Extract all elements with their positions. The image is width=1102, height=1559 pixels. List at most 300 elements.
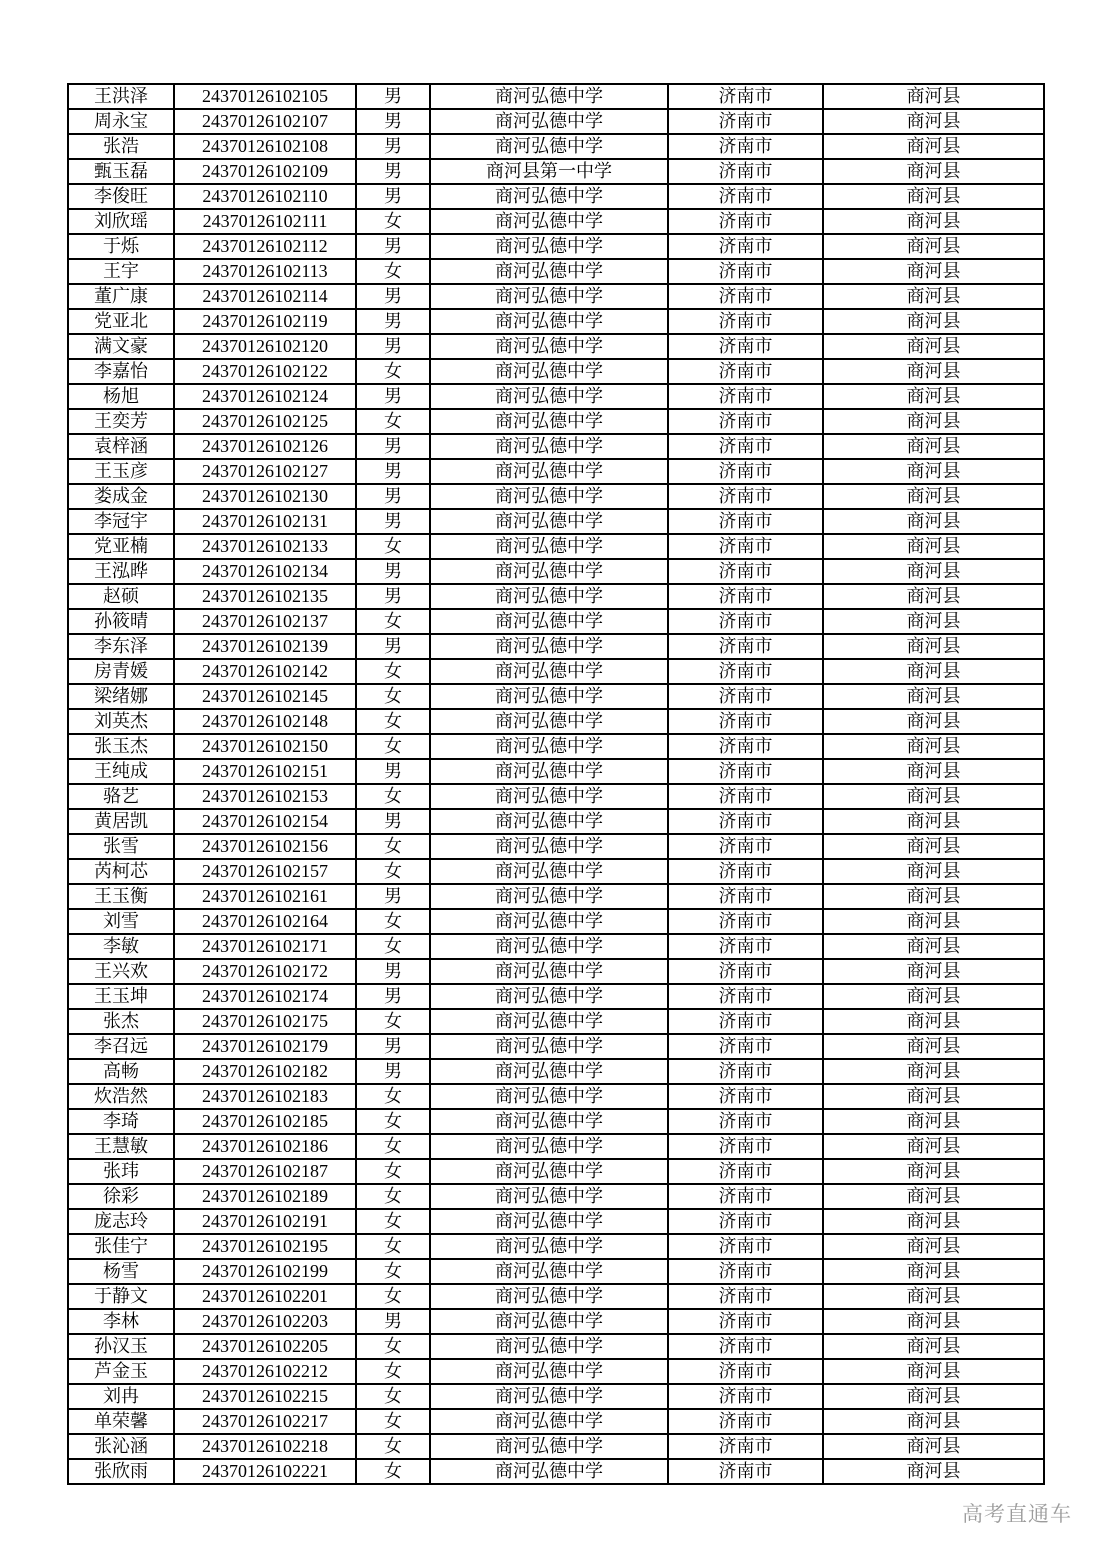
gender-cell: 男 (356, 134, 430, 159)
table-row (68, 159, 1044, 184)
name-cell: 王玉衡 (68, 884, 174, 909)
school-cell: 商河弘德中学 (430, 484, 668, 509)
exam-id-cell: 24370126102114 (174, 284, 356, 309)
county-cell: 商河县 (823, 834, 1044, 859)
city-cell: 济南市 (668, 759, 823, 784)
exam-id-cell: 24370126102151 (174, 759, 356, 784)
table-row (68, 1059, 1044, 1084)
school-cell: 商河弘德中学 (430, 259, 668, 284)
city-cell: 济南市 (668, 1184, 823, 1209)
table-row (68, 134, 1044, 159)
city-cell: 济南市 (668, 409, 823, 434)
school-cell: 商河县第一中学 (430, 159, 668, 184)
county-cell: 商河县 (823, 109, 1044, 134)
name-cell: 房青媛 (68, 659, 174, 684)
county-cell: 商河县 (823, 884, 1044, 909)
city-cell: 济南市 (668, 1084, 823, 1109)
city-cell: 济南市 (668, 834, 823, 859)
gender-cell: 女 (356, 1159, 430, 1184)
city-cell: 济南市 (668, 1384, 823, 1409)
gender-cell: 男 (356, 509, 430, 534)
school-cell: 商河弘德中学 (430, 1334, 668, 1359)
gender-cell: 女 (356, 834, 430, 859)
county-cell: 商河县 (823, 1059, 1044, 1084)
school-cell: 商河弘德中学 (430, 534, 668, 559)
table-row (68, 409, 1044, 434)
gender-cell: 男 (356, 759, 430, 784)
city-cell: 济南市 (668, 1359, 823, 1384)
exam-id-cell: 24370126102134 (174, 559, 356, 584)
name-cell: 王玉彦 (68, 459, 174, 484)
gender-cell: 女 (356, 259, 430, 284)
city-cell: 济南市 (668, 1234, 823, 1259)
name-cell: 刘冉 (68, 1384, 174, 1409)
gender-cell: 女 (356, 1409, 430, 1434)
school-cell: 商河弘德中学 (430, 659, 668, 684)
county-cell: 商河县 (823, 1409, 1044, 1434)
county-cell: 商河县 (823, 1234, 1044, 1259)
name-cell: 李林 (68, 1309, 174, 1334)
school-cell: 商河弘德中学 (430, 859, 668, 884)
county-cell: 商河县 (823, 434, 1044, 459)
table-row (68, 84, 1044, 109)
city-cell: 济南市 (668, 484, 823, 509)
city-cell: 济南市 (668, 434, 823, 459)
gender-cell: 女 (356, 684, 430, 709)
exam-id-cell: 24370126102105 (174, 84, 356, 109)
table-row (68, 359, 1044, 384)
exam-id-cell: 24370126102150 (174, 734, 356, 759)
gender-cell: 女 (356, 659, 430, 684)
school-cell: 商河弘德中学 (430, 609, 668, 634)
table-row (68, 934, 1044, 959)
school-cell: 商河弘德中学 (430, 134, 668, 159)
table-row (68, 734, 1044, 759)
school-cell: 商河弘德中学 (430, 834, 668, 859)
gender-cell: 男 (356, 584, 430, 609)
table-row (68, 809, 1044, 834)
county-cell: 商河县 (823, 1209, 1044, 1234)
city-cell: 济南市 (668, 1434, 823, 1459)
name-cell: 庞志玲 (68, 1209, 174, 1234)
city-cell: 济南市 (668, 1334, 823, 1359)
city-cell: 济南市 (668, 809, 823, 834)
school-cell: 商河弘德中学 (430, 434, 668, 459)
gender-cell: 女 (356, 909, 430, 934)
county-cell: 商河县 (823, 909, 1044, 934)
city-cell: 济南市 (668, 734, 823, 759)
school-cell: 商河弘德中学 (430, 559, 668, 584)
gender-cell: 女 (356, 1134, 430, 1159)
county-cell: 商河县 (823, 759, 1044, 784)
gender-cell: 女 (356, 209, 430, 234)
table-row (68, 484, 1044, 509)
gender-cell: 女 (356, 1209, 430, 1234)
table-row (68, 1384, 1044, 1409)
table-row (68, 609, 1044, 634)
table-row (68, 709, 1044, 734)
school-cell: 商河弘德中学 (430, 1359, 668, 1384)
table-row (68, 984, 1044, 1009)
name-cell: 刘雪 (68, 909, 174, 934)
table-row (68, 384, 1044, 409)
table-row (68, 1259, 1044, 1284)
city-cell: 济南市 (668, 584, 823, 609)
city-cell: 济南市 (668, 1159, 823, 1184)
name-cell: 甄玉磊 (68, 159, 174, 184)
county-cell: 商河县 (823, 459, 1044, 484)
school-cell: 商河弘德中学 (430, 109, 668, 134)
city-cell: 济南市 (668, 1009, 823, 1034)
name-cell: 李俊旺 (68, 184, 174, 209)
name-cell: 芦金玉 (68, 1359, 174, 1384)
gender-cell: 男 (356, 184, 430, 209)
exam-id-cell: 24370126102218 (174, 1434, 356, 1459)
table-row (68, 1084, 1044, 1109)
exam-id-cell: 24370126102125 (174, 409, 356, 434)
name-cell: 张玉杰 (68, 734, 174, 759)
school-cell: 商河弘德中学 (430, 1084, 668, 1109)
school-cell: 商河弘德中学 (430, 1459, 668, 1484)
county-cell: 商河县 (823, 959, 1044, 984)
school-cell: 商河弘德中学 (430, 684, 668, 709)
exam-id-cell: 24370126102156 (174, 834, 356, 859)
watermark-gaokao-zhitongche: 高考直通车 (962, 1503, 1072, 1526)
county-cell: 商河县 (823, 409, 1044, 434)
table-row (68, 1309, 1044, 1334)
name-cell: 王兴欢 (68, 959, 174, 984)
gender-cell: 男 (356, 809, 430, 834)
exam-id-cell: 24370126102187 (174, 1159, 356, 1184)
exam-id-cell: 24370126102182 (174, 1059, 356, 1084)
city-cell: 济南市 (668, 984, 823, 1009)
name-cell: 高畅 (68, 1059, 174, 1084)
name-cell: 王宇 (68, 259, 174, 284)
exam-id-cell: 24370126102111 (174, 209, 356, 234)
table-row (68, 284, 1044, 309)
school-cell: 商河弘德中学 (430, 459, 668, 484)
gender-cell: 女 (356, 534, 430, 559)
table-row (68, 834, 1044, 859)
city-cell: 济南市 (668, 334, 823, 359)
table-row (68, 534, 1044, 559)
school-cell: 商河弘德中学 (430, 1234, 668, 1259)
exam-id-cell: 24370126102148 (174, 709, 356, 734)
county-cell: 商河县 (823, 534, 1044, 559)
county-cell: 商河县 (823, 584, 1044, 609)
exam-id-cell: 24370126102217 (174, 1409, 356, 1434)
city-cell: 济南市 (668, 1134, 823, 1159)
city-cell: 济南市 (668, 1284, 823, 1309)
gender-cell: 女 (356, 1434, 430, 1459)
table-row (68, 1359, 1044, 1384)
name-cell: 孙汉玉 (68, 1334, 174, 1359)
name-cell: 李嘉怡 (68, 359, 174, 384)
table-row (68, 1334, 1044, 1359)
city-cell: 济南市 (668, 909, 823, 934)
exam-id-cell: 24370126102119 (174, 309, 356, 334)
name-cell: 党亚北 (68, 309, 174, 334)
city-cell: 济南市 (668, 134, 823, 159)
gender-cell: 男 (356, 384, 430, 409)
name-cell: 骆艺 (68, 784, 174, 809)
name-cell: 炊浩然 (68, 1084, 174, 1109)
exam-id-cell: 24370126102215 (174, 1384, 356, 1409)
school-cell: 商河弘德中学 (430, 1259, 668, 1284)
name-cell: 王洪泽 (68, 84, 174, 109)
city-cell: 济南市 (668, 234, 823, 259)
county-cell: 商河县 (823, 284, 1044, 309)
county-cell: 商河县 (823, 559, 1044, 584)
table-row (68, 1284, 1044, 1309)
school-cell: 商河弘德中学 (430, 1034, 668, 1059)
gender-cell: 男 (356, 959, 430, 984)
table-row (68, 1459, 1044, 1484)
school-cell: 商河弘德中学 (430, 709, 668, 734)
gender-cell: 男 (356, 1309, 430, 1334)
exam-id-cell: 24370126102212 (174, 1359, 356, 1384)
city-cell: 济南市 (668, 109, 823, 134)
table-row (68, 1234, 1044, 1259)
city-cell: 济南市 (668, 659, 823, 684)
gender-cell: 女 (356, 1109, 430, 1134)
county-cell: 商河县 (823, 484, 1044, 509)
gender-cell: 女 (356, 1459, 430, 1484)
school-cell: 商河弘德中学 (430, 1184, 668, 1209)
county-cell: 商河县 (823, 184, 1044, 209)
exam-id-cell: 24370126102199 (174, 1259, 356, 1284)
exam-id-cell: 24370126102185 (174, 1109, 356, 1134)
name-cell: 赵硕 (68, 584, 174, 609)
county-cell: 商河县 (823, 1084, 1044, 1109)
exam-id-cell: 24370126102107 (174, 109, 356, 134)
gender-cell: 女 (356, 734, 430, 759)
name-cell: 李敏 (68, 934, 174, 959)
exam-id-cell: 24370126102157 (174, 859, 356, 884)
table-row (68, 659, 1044, 684)
name-cell: 王奕芳 (68, 409, 174, 434)
school-cell: 商河弘德中学 (430, 284, 668, 309)
gender-cell: 女 (356, 709, 430, 734)
exam-id-cell: 24370126102137 (174, 609, 356, 634)
exam-id-cell: 24370126102113 (174, 259, 356, 284)
exam-id-cell: 24370126102179 (174, 1034, 356, 1059)
county-cell: 商河县 (823, 1009, 1044, 1034)
city-cell: 济南市 (668, 784, 823, 809)
exam-id-cell: 24370126102142 (174, 659, 356, 684)
gender-cell: 男 (356, 1059, 430, 1084)
table-row (68, 1134, 1044, 1159)
county-cell: 商河县 (823, 659, 1044, 684)
exam-id-cell: 24370126102221 (174, 1459, 356, 1484)
table-row (68, 559, 1044, 584)
city-cell: 济南市 (668, 1459, 823, 1484)
city-cell: 济南市 (668, 559, 823, 584)
gender-cell: 男 (356, 159, 430, 184)
table-row (68, 634, 1044, 659)
name-cell: 于静文 (68, 1284, 174, 1309)
exam-id-cell: 24370126102205 (174, 1334, 356, 1359)
name-cell: 徐彩 (68, 1184, 174, 1209)
city-cell: 济南市 (668, 609, 823, 634)
exam-id-cell: 24370126102153 (174, 784, 356, 809)
school-cell: 商河弘德中学 (430, 184, 668, 209)
table-row (68, 1109, 1044, 1134)
school-cell: 商河弘德中学 (430, 1284, 668, 1309)
name-cell: 董广康 (68, 284, 174, 309)
school-cell: 商河弘德中学 (430, 234, 668, 259)
exam-id-cell: 24370126102130 (174, 484, 356, 509)
county-cell: 商河县 (823, 1334, 1044, 1359)
county-cell: 商河县 (823, 84, 1044, 109)
city-cell: 济南市 (668, 684, 823, 709)
exam-id-cell: 24370126102189 (174, 1184, 356, 1209)
gender-cell: 女 (356, 409, 430, 434)
city-cell: 济南市 (668, 209, 823, 234)
table-row (68, 1034, 1044, 1059)
city-cell: 济南市 (668, 959, 823, 984)
city-cell: 济南市 (668, 359, 823, 384)
city-cell: 济南市 (668, 159, 823, 184)
county-cell: 商河县 (823, 134, 1044, 159)
exam-id-cell: 24370126102112 (174, 234, 356, 259)
county-cell: 商河县 (823, 634, 1044, 659)
school-cell: 商河弘德中学 (430, 84, 668, 109)
gender-cell: 女 (356, 1009, 430, 1034)
school-cell: 商河弘德中学 (430, 384, 668, 409)
city-cell: 济南市 (668, 1309, 823, 1334)
school-cell: 商河弘德中学 (430, 934, 668, 959)
county-cell: 商河县 (823, 1109, 1044, 1134)
name-cell: 周永宝 (68, 109, 174, 134)
table-row (68, 884, 1044, 909)
gender-cell: 男 (356, 1034, 430, 1059)
gender-cell: 男 (356, 484, 430, 509)
table-row (68, 1209, 1044, 1234)
exam-id-cell: 24370126102133 (174, 534, 356, 559)
name-cell: 王纯成 (68, 759, 174, 784)
name-cell: 杨雪 (68, 1259, 174, 1284)
table-row (68, 309, 1044, 334)
gender-cell: 女 (356, 359, 430, 384)
county-cell: 商河县 (823, 1434, 1044, 1459)
county-cell: 商河县 (823, 784, 1044, 809)
name-cell: 单荣馨 (68, 1409, 174, 1434)
exam-id-cell: 24370126102186 (174, 1134, 356, 1159)
gender-cell: 女 (356, 1359, 430, 1384)
county-cell: 商河县 (823, 1159, 1044, 1184)
exam-id-cell: 24370126102203 (174, 1309, 356, 1334)
county-cell: 商河县 (823, 1034, 1044, 1059)
table-row (68, 1159, 1044, 1184)
name-cell: 杨旭 (68, 384, 174, 409)
school-cell: 商河弘德中学 (430, 334, 668, 359)
table-row (68, 1184, 1044, 1209)
gender-cell: 女 (356, 1184, 430, 1209)
exam-id-cell: 24370126102154 (174, 809, 356, 834)
exam-id-cell: 24370126102195 (174, 1234, 356, 1259)
school-cell: 商河弘德中学 (430, 884, 668, 909)
exam-id-cell: 24370126102109 (174, 159, 356, 184)
exam-id-cell: 24370126102120 (174, 334, 356, 359)
table-row (68, 259, 1044, 284)
county-cell: 商河县 (823, 1309, 1044, 1334)
school-cell: 商河弘德中学 (430, 1159, 668, 1184)
name-cell: 李琦 (68, 1109, 174, 1134)
school-cell: 商河弘德中学 (430, 1134, 668, 1159)
gender-cell: 男 (356, 284, 430, 309)
name-cell: 张雪 (68, 834, 174, 859)
county-cell: 商河县 (823, 309, 1044, 334)
school-cell: 商河弘德中学 (430, 309, 668, 334)
city-cell: 济南市 (668, 1259, 823, 1284)
school-cell: 商河弘德中学 (430, 984, 668, 1009)
name-cell: 李召远 (68, 1034, 174, 1059)
county-cell: 商河县 (823, 1284, 1044, 1309)
county-cell: 商河县 (823, 209, 1044, 234)
city-cell: 济南市 (668, 259, 823, 284)
county-cell: 商河县 (823, 1459, 1044, 1484)
name-cell: 张欣雨 (68, 1459, 174, 1484)
exam-id-cell: 24370126102191 (174, 1209, 356, 1234)
county-cell: 商河县 (823, 684, 1044, 709)
city-cell: 济南市 (668, 284, 823, 309)
county-cell: 商河县 (823, 509, 1044, 534)
student-table-body (68, 84, 1044, 1484)
gender-cell: 男 (356, 559, 430, 584)
name-cell: 王泓晔 (68, 559, 174, 584)
gender-cell: 女 (356, 934, 430, 959)
name-cell: 张佳宁 (68, 1234, 174, 1259)
table-row (68, 109, 1044, 134)
gender-cell: 男 (356, 334, 430, 359)
city-cell: 济南市 (668, 1409, 823, 1434)
county-cell: 商河县 (823, 609, 1044, 634)
table-row (68, 909, 1044, 934)
name-cell: 满文豪 (68, 334, 174, 359)
city-cell: 济南市 (668, 1059, 823, 1084)
name-cell: 于烁 (68, 234, 174, 259)
school-cell: 商河弘德中学 (430, 784, 668, 809)
name-cell: 刘英杰 (68, 709, 174, 734)
city-cell: 济南市 (668, 634, 823, 659)
school-cell: 商河弘德中学 (430, 1434, 668, 1459)
gender-cell: 女 (356, 1334, 430, 1359)
gender-cell: 男 (356, 434, 430, 459)
exam-id-cell: 24370126102172 (174, 959, 356, 984)
school-cell: 商河弘德中学 (430, 909, 668, 934)
name-cell: 王慧敏 (68, 1134, 174, 1159)
table-row (68, 959, 1044, 984)
gender-cell: 男 (356, 84, 430, 109)
table-row (68, 759, 1044, 784)
table-row (68, 784, 1044, 809)
school-cell: 商河弘德中学 (430, 359, 668, 384)
county-cell: 商河县 (823, 1134, 1044, 1159)
county-cell: 商河县 (823, 159, 1044, 184)
gender-cell: 女 (356, 609, 430, 634)
city-cell: 济南市 (668, 384, 823, 409)
name-cell: 黄居凯 (68, 809, 174, 834)
gender-cell: 女 (356, 859, 430, 884)
exam-id-cell: 24370126102131 (174, 509, 356, 534)
gender-cell: 女 (356, 784, 430, 809)
name-cell: 党亚楠 (68, 534, 174, 559)
city-cell: 济南市 (668, 1109, 823, 1134)
gender-cell: 女 (356, 1234, 430, 1259)
exam-id-cell: 24370126102135 (174, 584, 356, 609)
table-row (68, 209, 1044, 234)
